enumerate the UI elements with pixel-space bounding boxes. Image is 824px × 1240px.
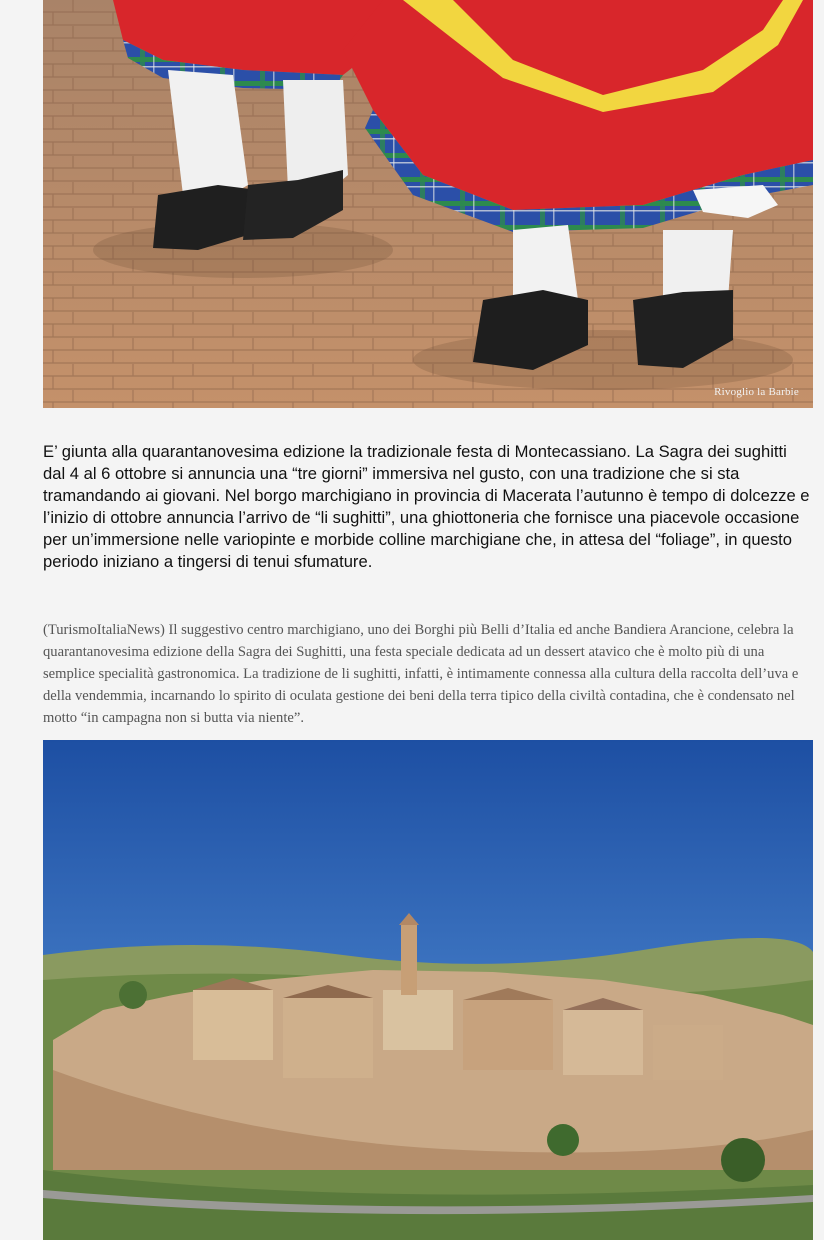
dancers-feet-image — [43, 0, 813, 408]
article — [43, 0, 813, 1240]
village-photo — [43, 740, 813, 1240]
montecassiano-aerial-image — [43, 740, 813, 1240]
article-lead: E’ giunta alla quarantanovesima edizione la tradizionale festa di Montecassiano. La Sagra dei sughitti dal 4 al 6 ottobre si annuncia una “tre giorni” immersiva nel gusto, con una tradizione che si sta tramandando ai giovani. Nel borgo marchigiano in provincia di Macerata l’autunno è tempo di dolcezze e l’inizio di ottobre annuncia l’arrivo de “li sughitti”, una ghiottoneria che fornisce una piacevole occasione per un’immersione nelle variopinte e morbide colline marchigiane che, in attesa del “foliage”, in questo periodo iniziano a tingersi di tenui sfumature. — [43, 442, 810, 571]
hero-photo — [43, 0, 813, 408]
article-body: (TurismoItaliaNews) Il suggestivo centro marchigiano, uno dei Borghi più Belli d’Italia ed anche Bandiera Arancione, celebra la quarantanovesima edizione della Sagra dei Sughitti, una festa speciale dedicata ad un dessert atavico che è molto più di una semplice specialità gastronomica. La tradizione de li sughitti, infatti, è intimamente connessa alla cultura della raccolta dell’uva e della vendemmia, incarnando lo spirito di oculata gestione dei beni della terra tipico della civiltà contadina, che è condensato nel motto “in campagna non si butta via niente”. — [43, 622, 799, 726]
photo-credit: Rivoglio la Barbie — [714, 386, 799, 398]
